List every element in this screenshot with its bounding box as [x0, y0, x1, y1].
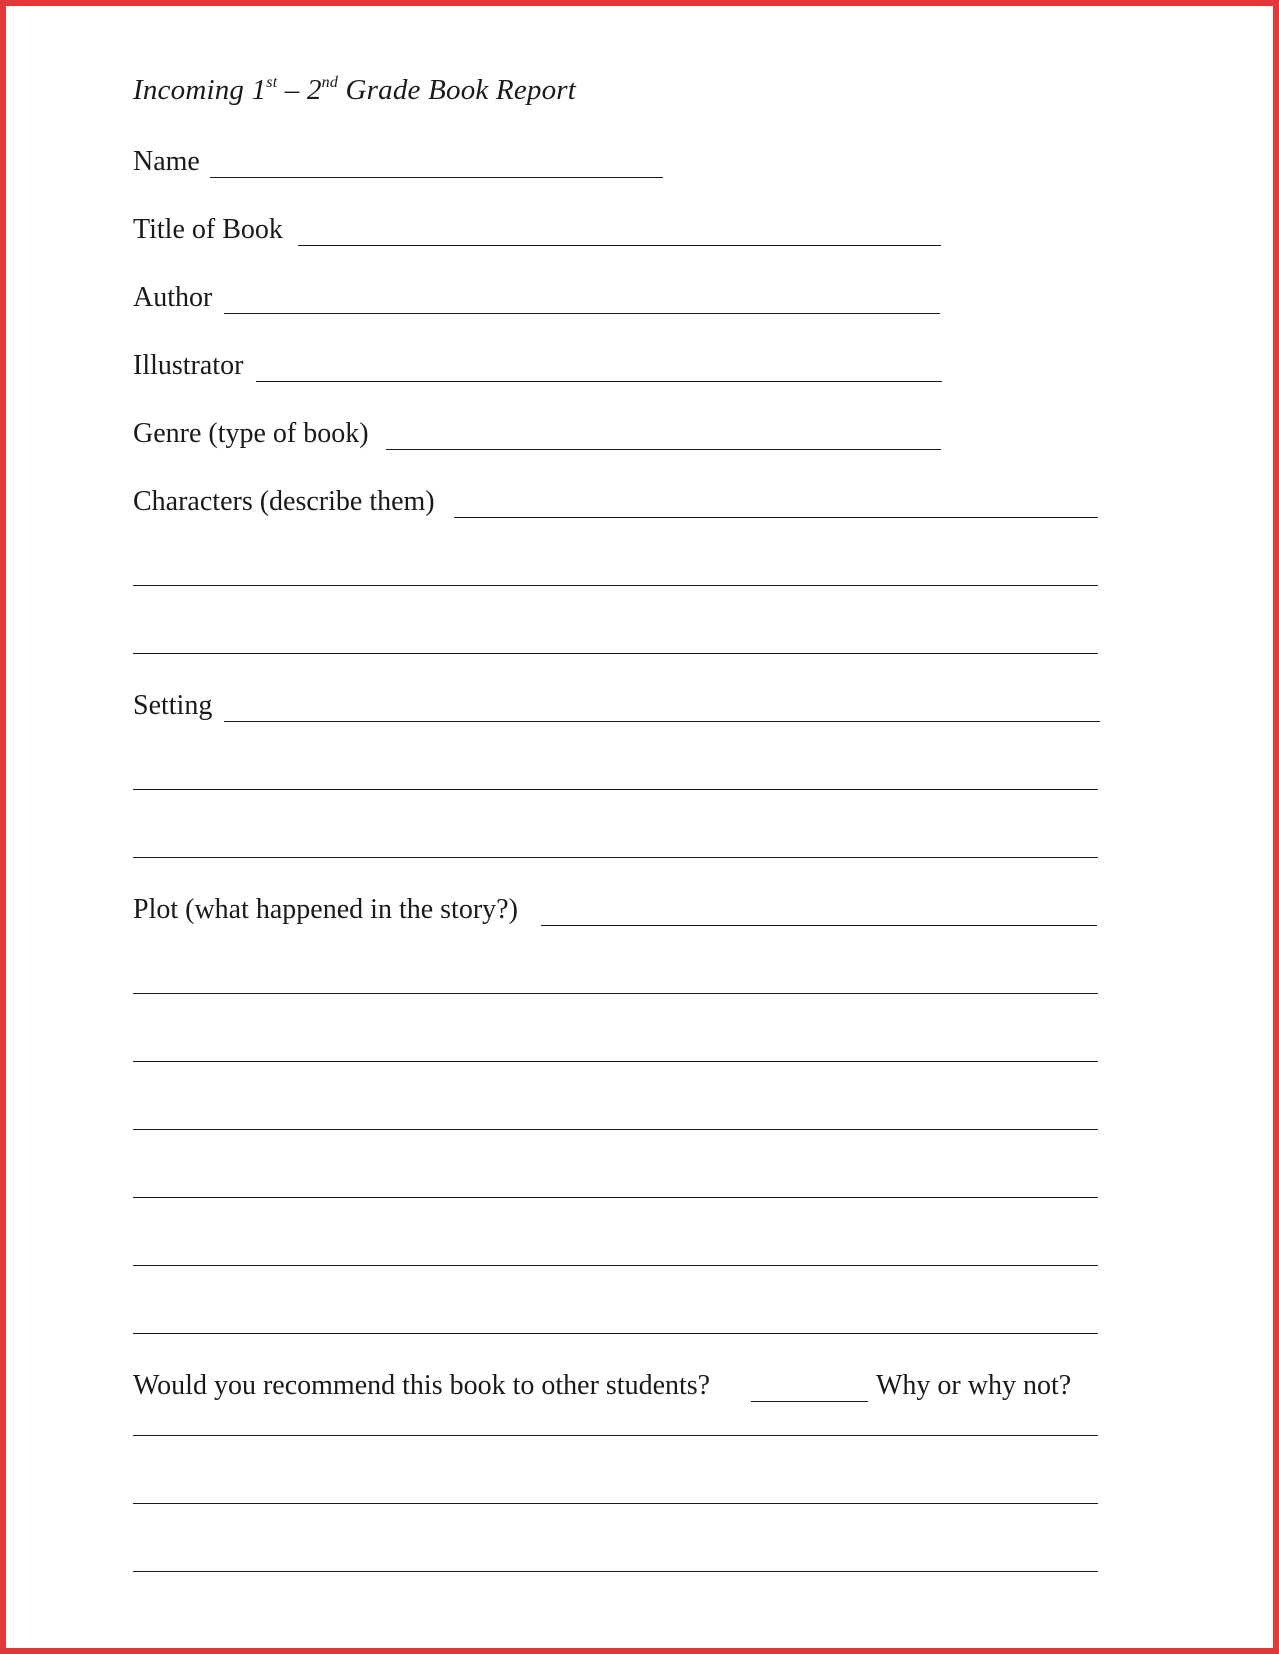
- characters-line[interactable]: [454, 517, 1098, 518]
- genre-line[interactable]: [386, 449, 941, 450]
- setting-line[interactable]: [133, 789, 1098, 790]
- plot-line[interactable]: [541, 925, 1097, 926]
- setting-line[interactable]: [224, 721, 1100, 722]
- plot-line[interactable]: [133, 1333, 1098, 1334]
- why-line[interactable]: [133, 1503, 1098, 1504]
- name-label: Name: [133, 146, 200, 177]
- illustrator-label: Illustrator: [133, 350, 244, 381]
- plot-line[interactable]: [133, 993, 1098, 994]
- plot-line[interactable]: [133, 1197, 1098, 1198]
- name-line[interactable]: [210, 177, 663, 178]
- plot-line[interactable]: [133, 1265, 1098, 1266]
- plot-line[interactable]: [133, 1061, 1098, 1062]
- author-line[interactable]: [224, 313, 940, 314]
- why-label: Why or why not?: [876, 1370, 1072, 1401]
- title-of-book-label: Title of Book: [133, 214, 283, 245]
- page-title: Incoming 1st – 2nd Grade Book Report: [133, 74, 577, 106]
- setting-line[interactable]: [133, 857, 1098, 858]
- genre-label: Genre (type of book): [133, 418, 369, 449]
- recommend-label: Would you recommend this book to other students?: [133, 1370, 711, 1401]
- characters-label: Characters (describe them): [133, 486, 435, 517]
- characters-line[interactable]: [133, 653, 1098, 654]
- recommend-answer-line[interactable]: [751, 1401, 868, 1402]
- author-label: Author: [133, 282, 213, 313]
- why-line[interactable]: [133, 1571, 1098, 1572]
- plot-label: Plot (what happened in the story?): [133, 894, 518, 925]
- setting-label: Setting: [133, 690, 213, 721]
- title-of-book-line[interactable]: [298, 245, 941, 246]
- plot-line[interactable]: [133, 1129, 1098, 1130]
- why-line[interactable]: [133, 1435, 1098, 1436]
- illustrator-line[interactable]: [256, 381, 942, 382]
- characters-line[interactable]: [133, 585, 1098, 586]
